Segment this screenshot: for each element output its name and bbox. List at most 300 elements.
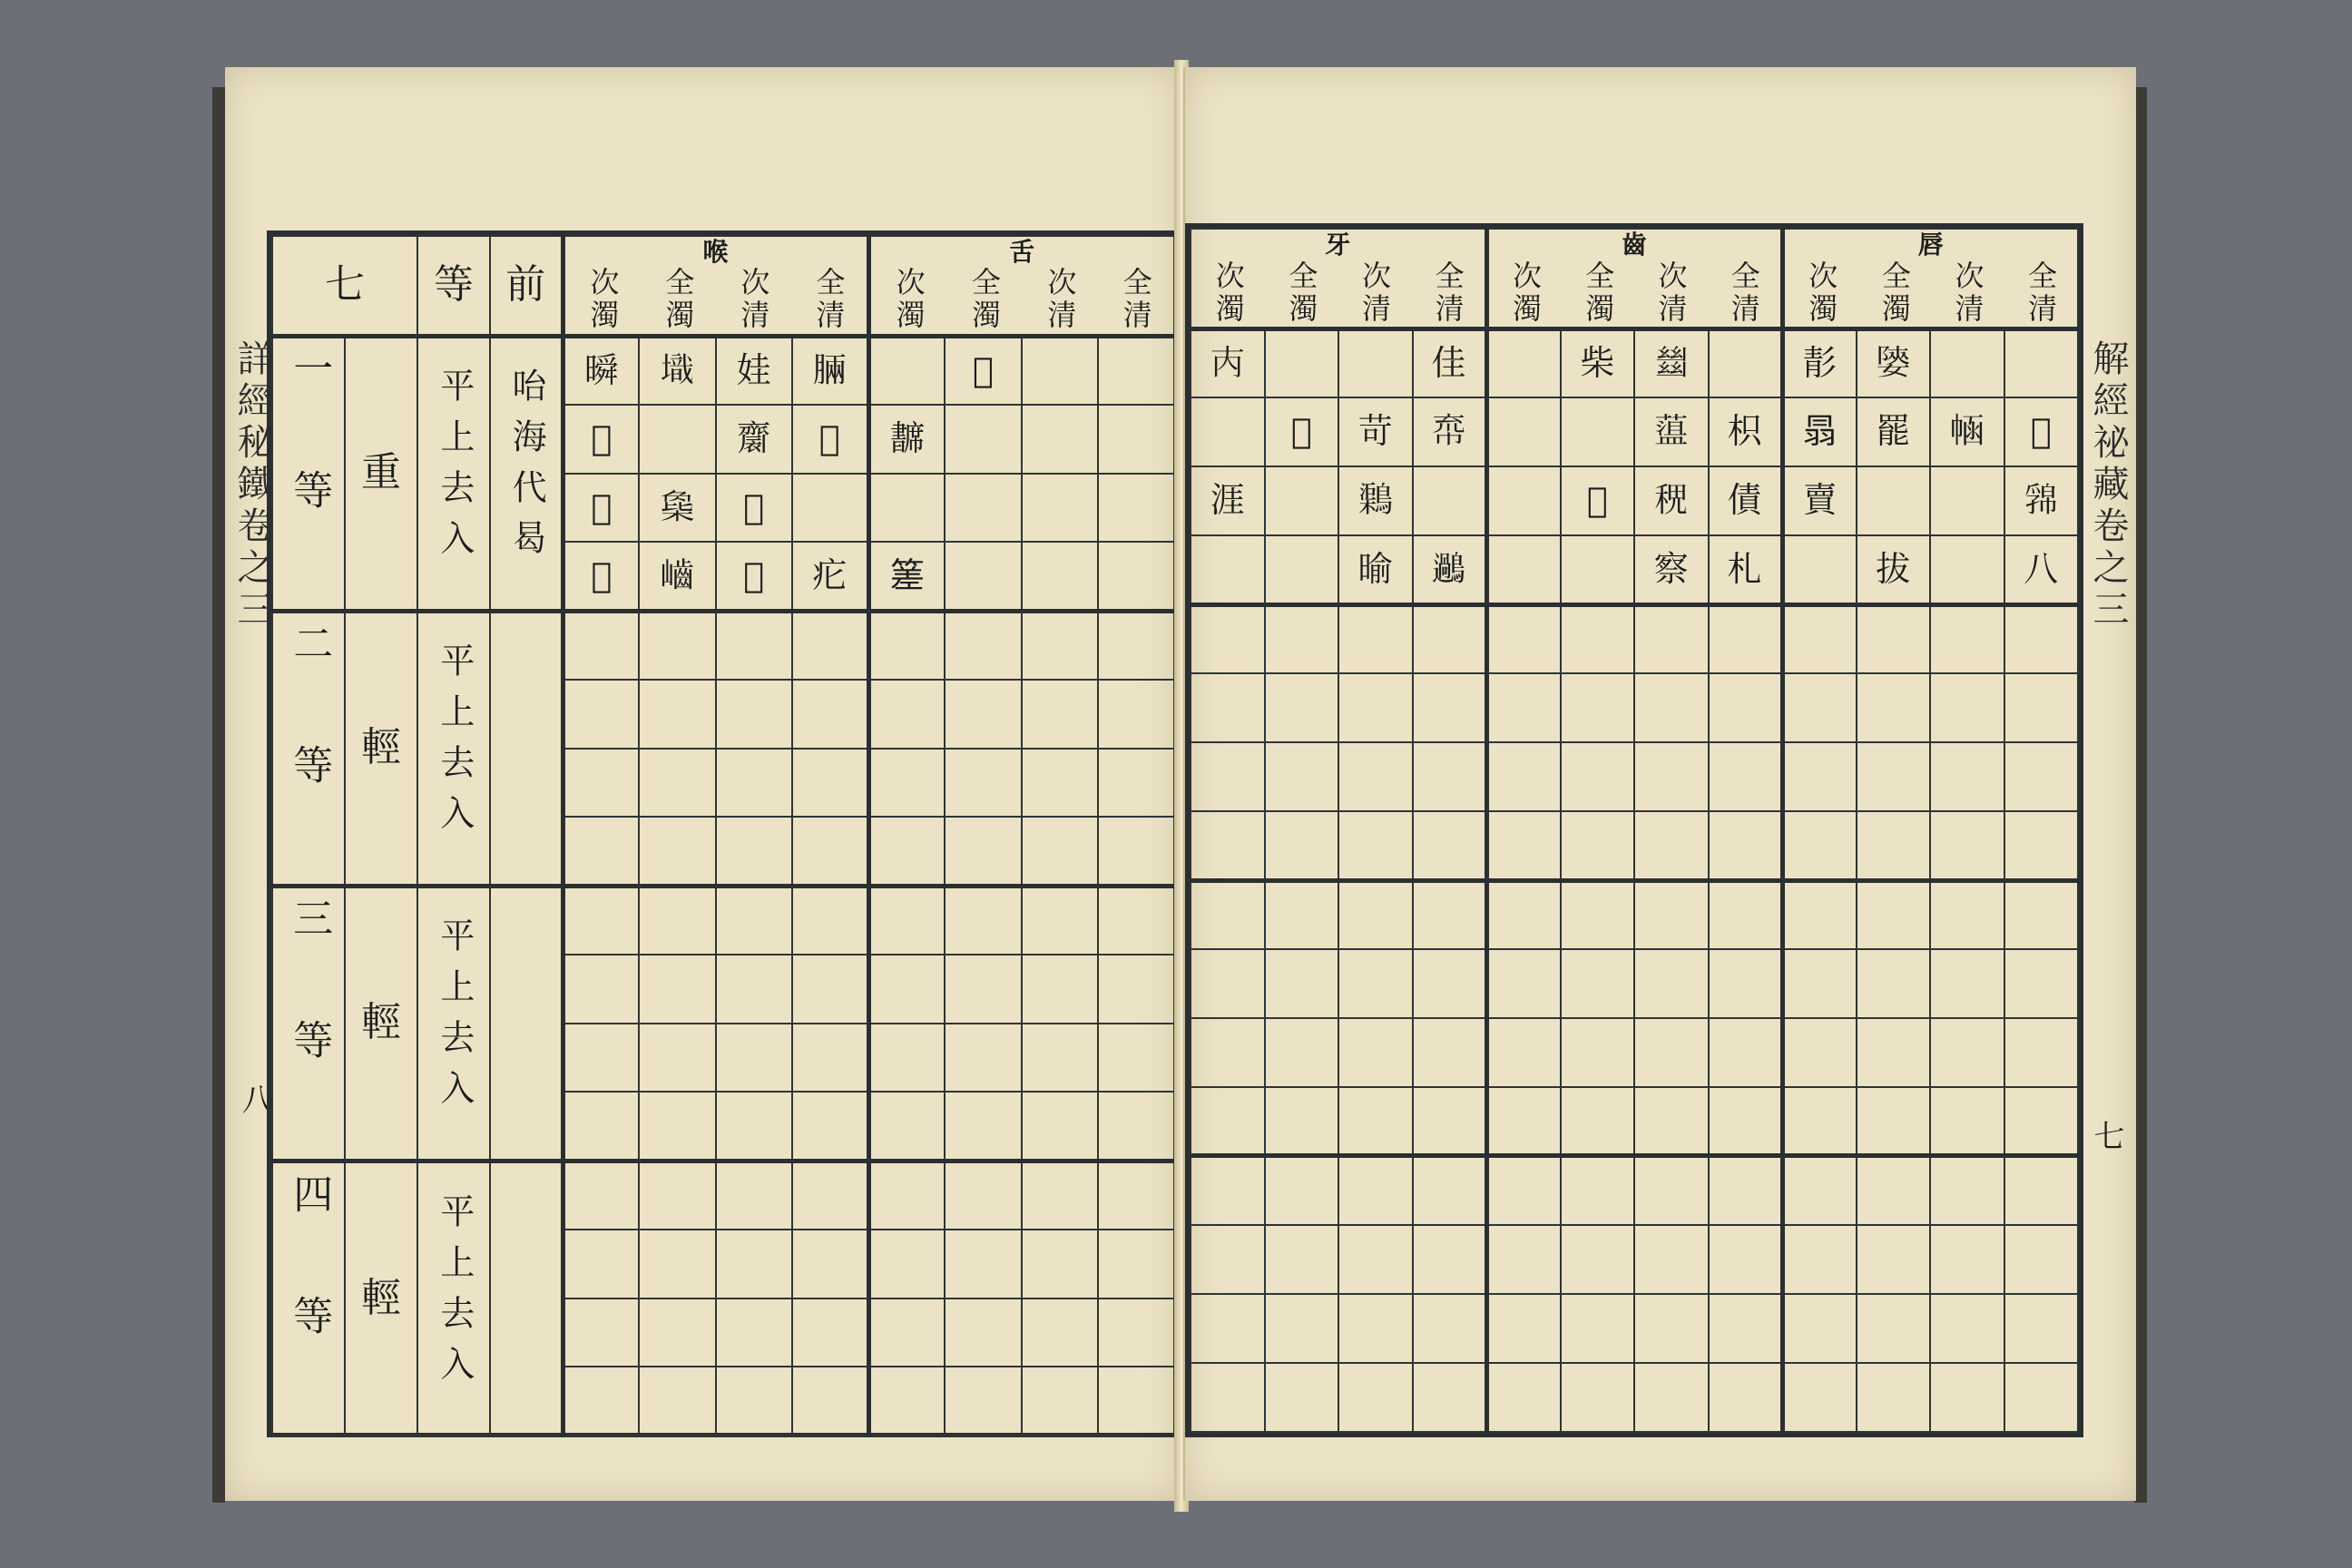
table-cell: [1265, 742, 1339, 811]
table-cell: [1022, 749, 1098, 818]
table-cell: 佳: [1413, 328, 1487, 397]
table-cell: [1561, 880, 1635, 949]
table-cell: [639, 955, 715, 1024]
table-cell: [1098, 336, 1174, 405]
table-cell: [2004, 1018, 2079, 1087]
table-cell: [1098, 1161, 1174, 1230]
table-cell: [1782, 1363, 1857, 1432]
table-cell: [1022, 611, 1098, 680]
left-folio: 八: [236, 1083, 272, 1114]
table-cell: [1709, 1294, 1783, 1363]
table-cell: [1930, 1225, 2004, 1294]
table-cell: [563, 1092, 639, 1161]
table-cell: [1022, 886, 1098, 955]
table-cell: 𡾐: [639, 542, 715, 611]
table-cell: [1634, 1294, 1709, 1363]
table-cell: [1782, 1225, 1857, 1294]
table-cell: [1634, 604, 1709, 673]
grade-cell: 四等: [272, 1161, 345, 1436]
table-cell: 苛: [1338, 397, 1413, 466]
table-cell: [1782, 811, 1857, 880]
table-cell: [563, 1298, 639, 1367]
table-cell: [1022, 680, 1098, 749]
table-cell: [792, 1230, 868, 1298]
tones-cell: 平上去入: [417, 1161, 490, 1436]
table-cell: [792, 1092, 868, 1161]
table-cell: [1191, 1294, 1265, 1363]
table-cell: 𦐇: [1782, 397, 1857, 466]
table-cell: [792, 611, 868, 680]
table-cell: [1413, 1363, 1487, 1432]
table-cell: [868, 474, 945, 543]
table-cell: 𡞠: [792, 405, 868, 474]
table-cell: [1782, 1018, 1857, 1087]
table-cell: [1413, 1225, 1487, 1294]
table-cell: [1338, 811, 1413, 880]
table-cell: 𥞷: [1634, 466, 1709, 535]
table-cell: 𣗸: [639, 474, 715, 543]
header-group-throat: 喉 次濁 全濁 次清 全清: [563, 236, 868, 336]
right-table-frame: [1185, 223, 2083, 1437]
rhymes-cell: [490, 886, 563, 1161]
table-cell: [2004, 328, 2079, 397]
table-cell: [2004, 811, 2079, 880]
table-cell: [1098, 1092, 1174, 1161]
table-cell: [868, 1024, 945, 1093]
table-cell: 𡗚: [1191, 328, 1265, 397]
table-cell: [1634, 1018, 1709, 1087]
table-cell: [945, 817, 1021, 886]
table-cell: [1191, 1087, 1265, 1156]
table-cell: [1634, 742, 1709, 811]
table-cell: [945, 1161, 1021, 1230]
table-cell: [1634, 1156, 1709, 1225]
table-cell: [1486, 397, 1561, 466]
table-cell: [563, 1230, 639, 1298]
table-cell: 𪆂: [1338, 466, 1413, 535]
grade-cell: 一等: [272, 336, 345, 611]
table-cell: 𣊮: [563, 405, 639, 474]
table-cell: [1709, 1018, 1783, 1087]
table-cell: [1709, 811, 1783, 880]
table-cell: [2004, 1156, 2079, 1225]
table-cell: [792, 1161, 868, 1230]
table-cell: 𦼬: [1634, 397, 1709, 466]
table-cell: [1857, 742, 1931, 811]
table-cell: 𩇕: [1782, 328, 1857, 397]
table-cell: [1486, 328, 1561, 397]
table-cell: [639, 1230, 715, 1298]
table-cell: [563, 1367, 639, 1436]
tones-cell: 平上去入: [417, 611, 490, 886]
table-cell: [1486, 673, 1561, 742]
table-cell: [639, 1024, 715, 1093]
table-cell: 𣊰: [563, 474, 639, 543]
table-cell: [868, 1298, 945, 1367]
left-rhyme-table: [271, 235, 1175, 1436]
table-cell: [639, 1298, 715, 1367]
table-cell: [1338, 1363, 1413, 1432]
table-cell: [1930, 1294, 2004, 1363]
table-cell: [945, 1024, 1021, 1093]
book-edge-right: [2134, 87, 2147, 1503]
table-cell: [1098, 1024, 1174, 1093]
table-cell: [1338, 1225, 1413, 1294]
table-cell: 罷: [1857, 397, 1931, 466]
table-cell: [716, 955, 792, 1024]
table-cell: [1265, 1225, 1339, 1294]
table-cell: [1857, 880, 1931, 949]
table-cell: [2004, 880, 2079, 949]
tones-cell: 平上去入: [417, 886, 490, 1161]
table-cell: [1782, 1294, 1857, 1363]
table-cell: [868, 1161, 945, 1230]
table-cell: [1486, 949, 1561, 1018]
table-cell: [1782, 742, 1857, 811]
table-cell: 𢅁: [2004, 466, 2079, 535]
table-cell: [639, 749, 715, 818]
table-cell: [1022, 1092, 1098, 1161]
table-cell: [792, 749, 868, 818]
table-cell: [563, 1161, 639, 1230]
table-cell: 𦁁: [1265, 397, 1339, 466]
table-cell: [1265, 1018, 1339, 1087]
table-cell: 𣉲: [716, 542, 792, 611]
rhymes-cell: 咍海代曷: [490, 336, 563, 611]
table-cell: [2004, 949, 2079, 1018]
table-cell: [1857, 1018, 1931, 1087]
table-cell: [1098, 611, 1174, 680]
table-cell: [2004, 673, 2079, 742]
table-cell: [1022, 1230, 1098, 1298]
table-cell: [716, 1367, 792, 1436]
table-cell: [1930, 742, 2004, 811]
tones-cell: 平上去入: [417, 336, 490, 611]
table-cell: 𢅺: [868, 405, 945, 474]
table-cell: [792, 680, 868, 749]
table-cell: [1561, 604, 1635, 673]
table-cell: [792, 1298, 868, 1367]
table-cell: [1265, 1156, 1339, 1225]
table-cell: [1265, 1087, 1339, 1156]
table-cell: [1486, 880, 1561, 949]
table-cell: [1022, 542, 1098, 611]
table-cell: [1338, 880, 1413, 949]
table-cell: [1098, 1367, 1174, 1436]
table-cell: [1338, 604, 1413, 673]
table-cell: 察: [1634, 535, 1709, 604]
table-cell: [1191, 880, 1265, 949]
table-cell: [1098, 1230, 1174, 1298]
table-cell: [868, 817, 945, 886]
table-cell: [1930, 1363, 2004, 1432]
table-cell: [1413, 880, 1487, 949]
table-cell: [1338, 1087, 1413, 1156]
table-cell: [868, 1230, 945, 1298]
table-cell: [1265, 880, 1339, 949]
table-cell: [1561, 1087, 1635, 1156]
table-cell: [1191, 1363, 1265, 1432]
table-cell: [1930, 1018, 2004, 1087]
table-cell: [563, 886, 639, 955]
header-group-2: 唇 次濁 全濁 次清 全清: [1782, 229, 2078, 328]
table-cell: [1098, 680, 1174, 749]
table-cell: 札: [1709, 535, 1783, 604]
table-cell: [1709, 673, 1783, 742]
table-cell: [1413, 1018, 1487, 1087]
table-cell: [1561, 535, 1635, 604]
table-cell: [1413, 949, 1487, 1018]
table-cell: [639, 1367, 715, 1436]
table-cell: [1338, 328, 1413, 397]
table-cell: [1191, 1156, 1265, 1225]
table-cell: [639, 1161, 715, 1230]
table-cell: [716, 817, 792, 886]
table-cell: 𢅖: [2004, 397, 2079, 466]
table-cell: [945, 611, 1021, 680]
table-cell: [1561, 1156, 1635, 1225]
table-cell: [1098, 749, 1174, 818]
table-cell: [1634, 673, 1709, 742]
table-cell: [1709, 604, 1783, 673]
table-cell: 𡾏: [563, 542, 639, 611]
table-cell: [1634, 1087, 1709, 1156]
table-cell: [1022, 1024, 1098, 1093]
table-cell: [1338, 949, 1413, 1018]
left-margin-title: 詳經秘鐵卷之三: [231, 339, 273, 632]
table-cell: 𡑌: [639, 336, 715, 405]
table-cell: [945, 1298, 1021, 1367]
table-cell: [1561, 949, 1635, 1018]
table-cell: [1022, 955, 1098, 1024]
table-cell: [1413, 604, 1487, 673]
table-cell: [1634, 1225, 1709, 1294]
table-cell: 疕: [792, 542, 868, 611]
table-cell: [1191, 949, 1265, 1018]
table-cell: [868, 611, 945, 680]
table-cell: [1413, 1087, 1487, 1156]
left-table-frame: [267, 230, 1180, 1437]
table-cell: [1486, 1294, 1561, 1363]
table-cell: [792, 955, 868, 1024]
table-cell: [1265, 811, 1339, 880]
table-cell: [716, 611, 792, 680]
table-cell: [1709, 742, 1783, 811]
table-cell: [1857, 1363, 1931, 1432]
table-cell: [1857, 466, 1931, 535]
table-cell: [1930, 949, 2004, 1018]
table-cell: [1265, 1363, 1339, 1432]
table-cell: [1561, 397, 1635, 466]
table-cell: 𢃗: [1930, 397, 2004, 466]
table-cell: [1782, 880, 1857, 949]
table-cell: [1561, 811, 1635, 880]
table-cell: [792, 1367, 868, 1436]
table-cell: [945, 542, 1021, 611]
table-cell: [1413, 811, 1487, 880]
table-cell: [563, 1024, 639, 1093]
book-edge-left: [212, 87, 225, 1503]
table-cell: [1191, 742, 1265, 811]
rhymes-cell: [490, 611, 563, 886]
table-cell: [1413, 466, 1487, 535]
table-cell: 𣊬: [563, 336, 639, 405]
table-cell: [945, 474, 1021, 543]
table-cell: [1634, 949, 1709, 1018]
table-cell: 賣: [1782, 466, 1857, 535]
table-cell: [1022, 405, 1098, 474]
table-cell: [2004, 1363, 2079, 1432]
table-cell: [1634, 811, 1709, 880]
table-cell: [1782, 1156, 1857, 1225]
table-cell: [1265, 949, 1339, 1018]
table-cell: [1709, 1363, 1783, 1432]
table-cell: [868, 886, 945, 955]
table-cell: [639, 817, 715, 886]
table-cell: 𢂙: [1413, 397, 1487, 466]
table-cell: [1338, 673, 1413, 742]
table-cell: [1857, 1225, 1931, 1294]
table-cell: [1857, 673, 1931, 742]
table-cell: [945, 1367, 1021, 1436]
table-cell: 𣍷: [792, 336, 868, 405]
header-qian: 前: [490, 236, 563, 336]
table-cell: 柴: [1561, 328, 1635, 397]
weight-cell: 重: [345, 336, 417, 611]
table-cell: [563, 749, 639, 818]
table-cell: [1486, 1225, 1561, 1294]
table-cell: [716, 1161, 792, 1230]
table-cell: [1782, 673, 1857, 742]
table-cell: [1857, 949, 1931, 1018]
table-cell: 娃: [716, 336, 792, 405]
header-group-0: 牙 次濁 全濁 次清 全清: [1191, 229, 1486, 328]
table-cell: [716, 1298, 792, 1367]
table-cell: [1486, 604, 1561, 673]
table-cell: [639, 680, 715, 749]
table-cell: [1709, 949, 1783, 1018]
table-cell: 𥰭: [868, 542, 945, 611]
table-cell: [1930, 535, 2004, 604]
table-cell: [1265, 1294, 1339, 1363]
table-cell: [1191, 604, 1265, 673]
table-cell: [1098, 955, 1174, 1024]
table-cell: [1265, 604, 1339, 673]
table-cell: 𣈥: [1338, 535, 1413, 604]
table-cell: [716, 1230, 792, 1298]
weight-cell: 輕: [345, 886, 417, 1161]
table-cell: [716, 1092, 792, 1161]
table-cell: [1265, 535, 1339, 604]
table-cell: [1413, 1294, 1487, 1363]
table-cell: [1709, 328, 1783, 397]
table-cell: [1486, 535, 1561, 604]
table-cell: [945, 886, 1021, 955]
table-cell: [1098, 405, 1174, 474]
table-cell: 𪆹: [1413, 535, 1487, 604]
table-cell: [1486, 1156, 1561, 1225]
right-margin-title: 解經祕藏卷之三: [2087, 339, 2129, 632]
table-cell: [1561, 1225, 1635, 1294]
table-cell: [1930, 1156, 2004, 1225]
table-cell: [1857, 1087, 1931, 1156]
header-group-1: 齒 次濁 全濁 次清 全清: [1486, 229, 1782, 328]
table-cell: [1634, 1363, 1709, 1432]
table-cell: [1930, 811, 2004, 880]
table-cell: [1265, 328, 1339, 397]
right-page: [1183, 67, 2136, 1501]
table-cell: [868, 680, 945, 749]
table-cell: [1413, 1156, 1487, 1225]
table-cell: 八: [2004, 535, 2079, 604]
table-cell: [945, 405, 1021, 474]
table-cell: [1561, 742, 1635, 811]
table-cell: [2004, 1294, 2079, 1363]
table-cell: [1022, 1367, 1098, 1436]
table-cell: [1561, 1363, 1635, 1432]
table-cell: [1022, 1161, 1098, 1230]
table-cell: 𣗬: [945, 336, 1021, 405]
rhymes-cell: [490, 1161, 563, 1436]
table-cell: [1413, 673, 1487, 742]
table-cell: [945, 680, 1021, 749]
table-cell: [639, 405, 715, 474]
table-cell: 𡟨: [1857, 328, 1931, 397]
table-cell: 債: [1709, 466, 1783, 535]
header-group-tongue: 舌 次濁 全濁 次清 全清: [868, 236, 1174, 336]
table-cell: [1098, 542, 1174, 611]
table-cell: [1486, 742, 1561, 811]
table-cell: [945, 749, 1021, 818]
weight-cell: 輕: [345, 611, 417, 886]
table-cell: [1930, 880, 2004, 949]
header-deng: 等: [417, 236, 490, 336]
table-cell: [1486, 1363, 1561, 1432]
table-cell: [2004, 742, 2079, 811]
table-cell: [1338, 1018, 1413, 1087]
table-cell: [1634, 880, 1709, 949]
table-cell: 涯: [1191, 466, 1265, 535]
table-cell: [1486, 466, 1561, 535]
table-cell: [2004, 604, 2079, 673]
table-cell: [1561, 1018, 1635, 1087]
table-cell: 𣗫: [1561, 466, 1635, 535]
table-cell: [1191, 535, 1265, 604]
table-cell: [1709, 880, 1783, 949]
table-cell: [1265, 466, 1339, 535]
table-cell: [1338, 742, 1413, 811]
table-cell: 𡾎: [716, 474, 792, 543]
table-cell: [1782, 535, 1857, 604]
table-cell: [1022, 817, 1098, 886]
table-cell: [1930, 466, 2004, 535]
table-cell: [716, 749, 792, 818]
table-cell: 枳: [1709, 397, 1783, 466]
table-cell: [563, 680, 639, 749]
table-cell: [1561, 1294, 1635, 1363]
table-cell: [1413, 742, 1487, 811]
table-cell: [945, 1230, 1021, 1298]
table-cell: [792, 1024, 868, 1093]
table-cell: [639, 886, 715, 955]
table-cell: [1338, 1294, 1413, 1363]
table-cell: [1022, 1298, 1098, 1367]
table-cell: [1857, 811, 1931, 880]
table-cell: [868, 1367, 945, 1436]
table-cell: [1191, 811, 1265, 880]
table-cell: [2004, 1225, 2079, 1294]
table-cell: [716, 886, 792, 955]
